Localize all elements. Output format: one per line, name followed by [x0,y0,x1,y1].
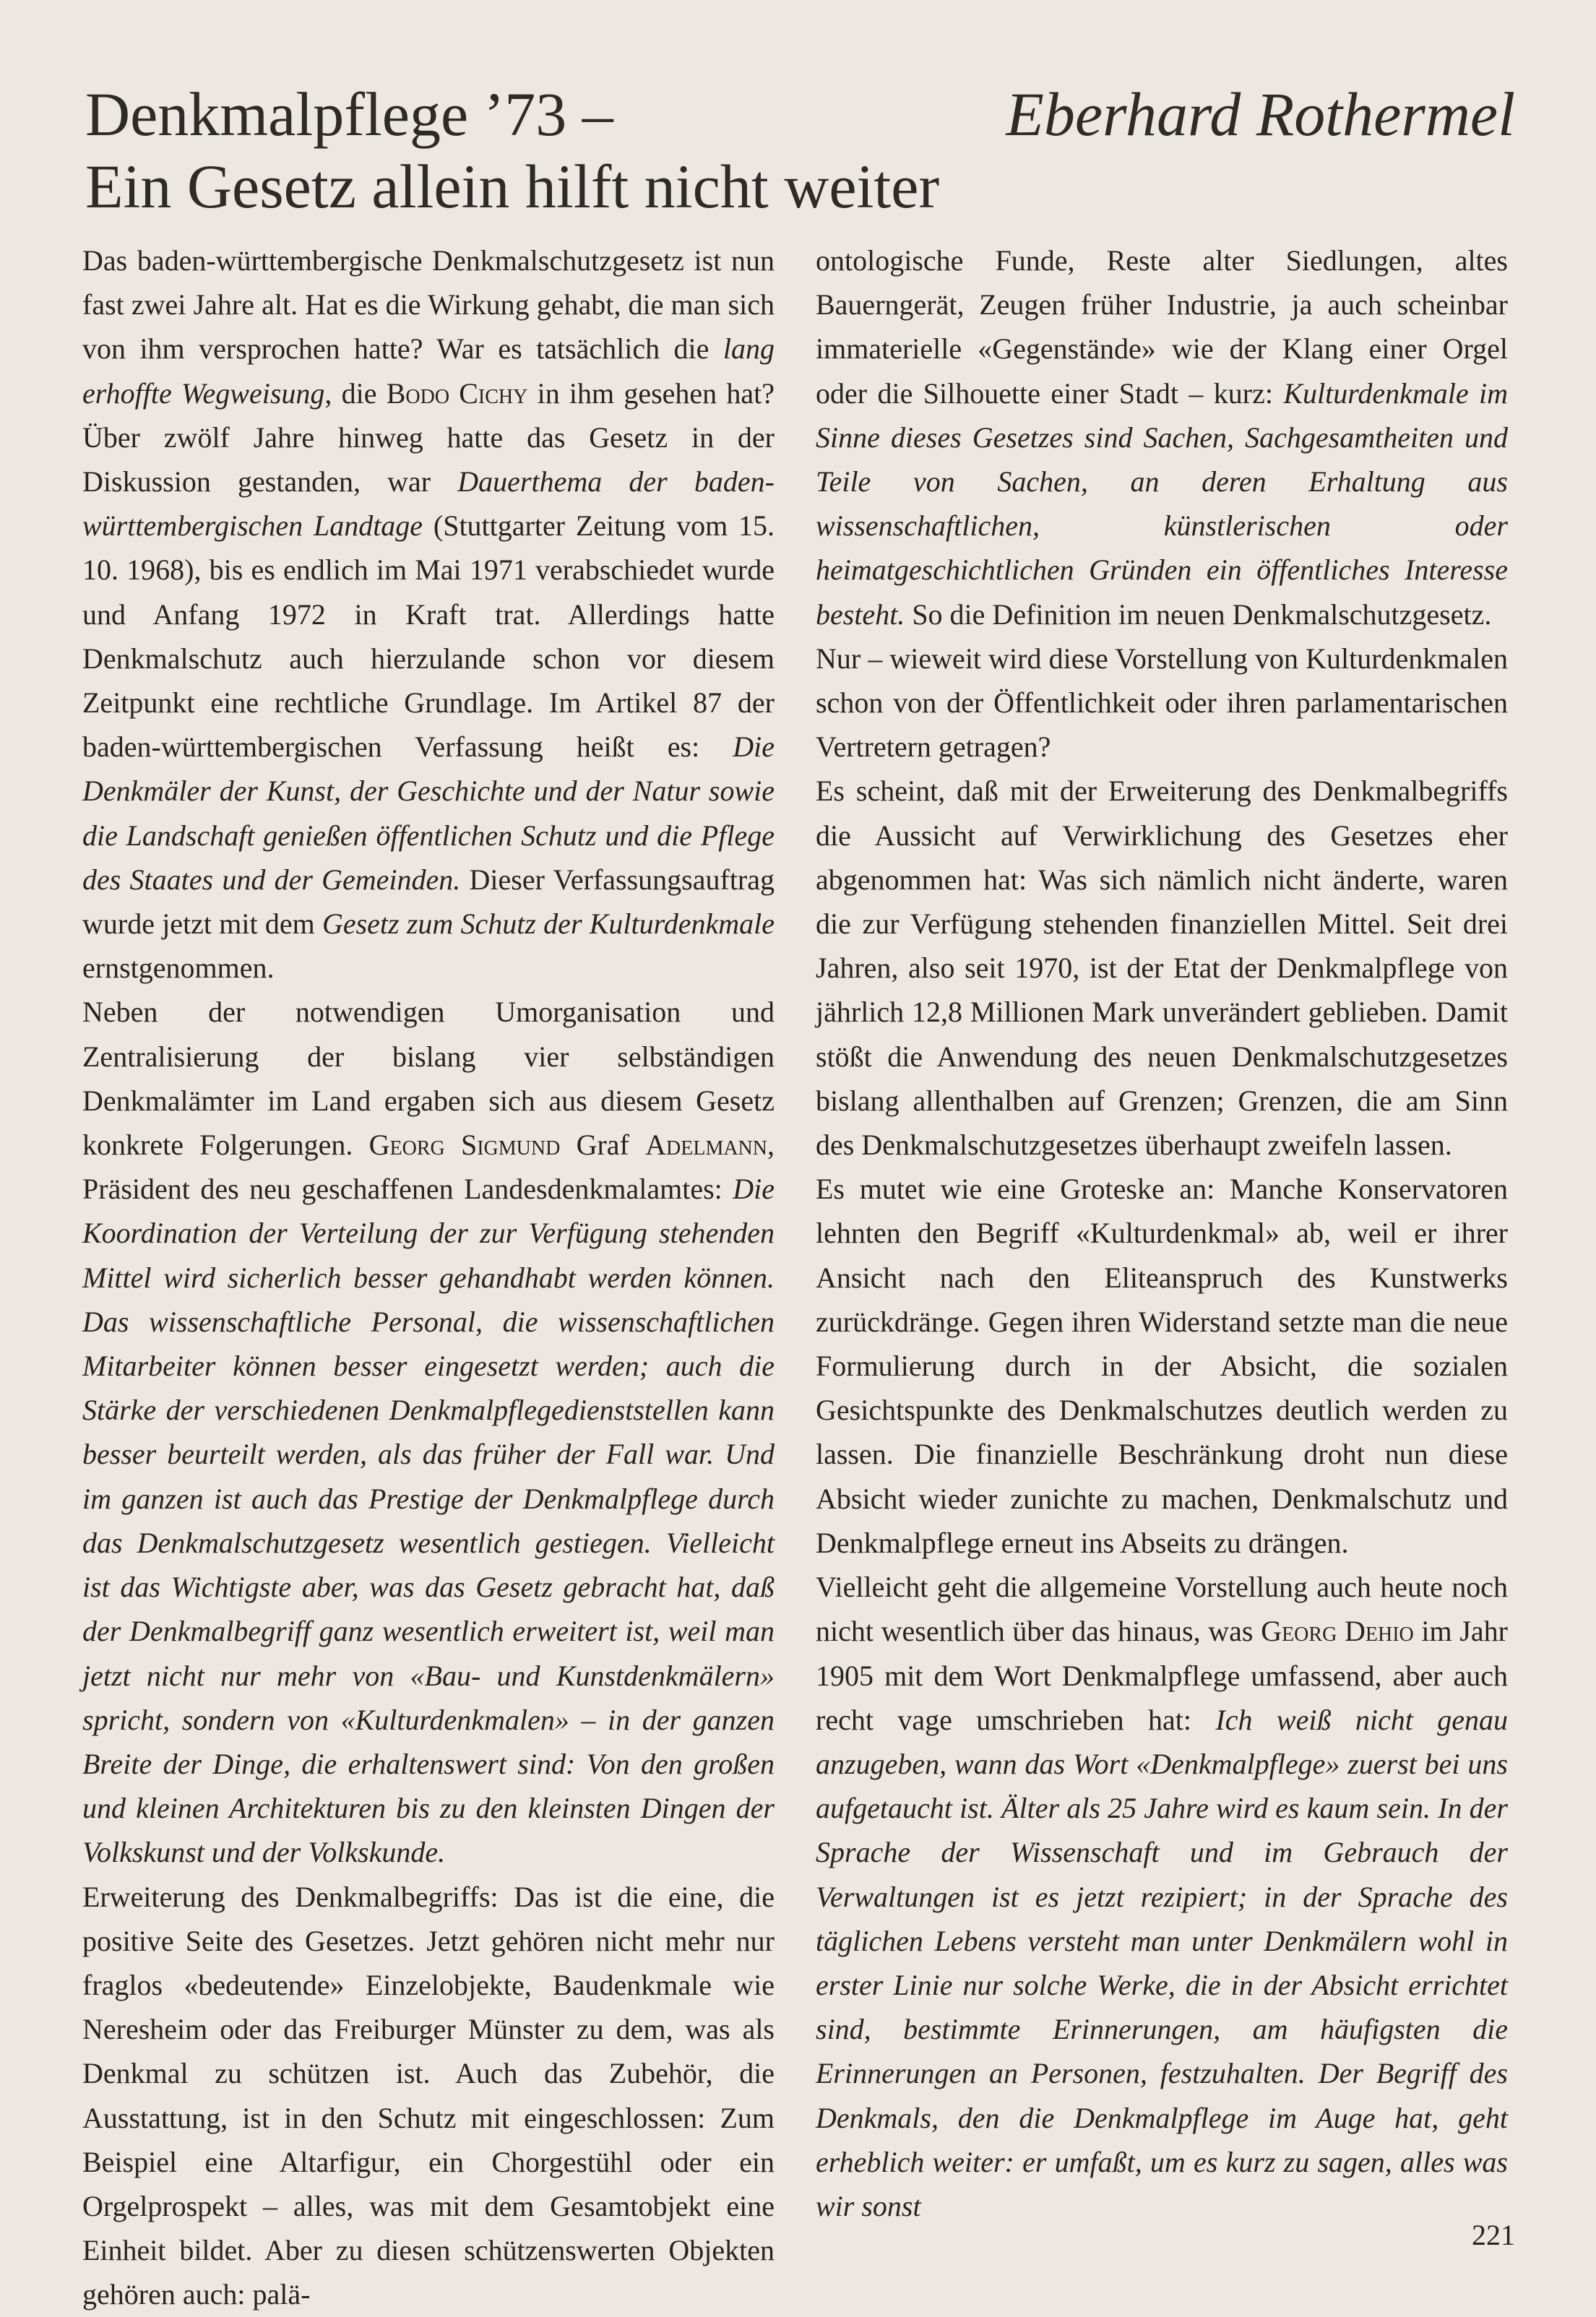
paragraph: Es scheint, daß mit der Erweiterung des Denkmalbegriffs die Aussicht auf Verwirklichung des Gesetzes eher abgenommen hat: Was sich nämlich nicht änderte, waren die zur Verfügung stehenden finanziellen Mittel. Seit drei Jahren, also seit 1970, ist der Etat der Denkmalpflege von jährlich 12,8 Millionen Mark unverändert geblieben. Damit stößt die Anwendung des neuen Denkmalschutzgesetzes bislang allenthalben auf Grenzen; Grenzen, die am Sinn des Denkmalschutzgesetzes überhaupt zweifeln lassen. [816,775,1508,1162]
paragraph: Vielleicht geht die allgemeine Vorstellung auch heute noch nicht wesentlich über das hinaus, was Georg Dehio im Jahr 1905 mit dem Wort Denkmalpflege umfassend, aber auch recht vage umschrieben hat: Ich weiß nicht genau anzugeben, wann das Wort «Denkmalpflege» zuerst bei uns aufgetaucht ist. Älter als 25 Jahre wird es kaum sein. In der Sprache der Wissenschaft und im Gebrauch der Verwaltungen ist es jetzt rezipiert; in der Sprache des täglichen Lebens versteht man unter Denkmälern wohl in erster Linie nur solche Werke, die in der Absicht errichtet sind, bestimmte Erinnerungen, am häufigsten die Erinnerungen an Personen, festzuhalten. Der Begriff des Denkmals, den die Denkmalpflege im Auge hat, geht erheblich weiter: er umfaßt, um es kurz zu sagen, alles was wir sonst [816,1571,1508,2222]
paragraph: Das baden-württembergische Denkmalschutzgesetz ist nun fast zwei Jahre alt. Hat es die Wirkung gehabt, die man sich von ihm versprochen hatte? War es tatsächlich die lang erhoffte Wegweisung, die Bodo Cichy in ihm gesehen hat? Über zwölf Jahre hinweg hatte das Gesetz in der Diskussion gestanden, war Dauerthema der baden-württembergischen Landtage (Stuttgarter Zeitung vom 15. 10. 1968), bis es endlich im Mai 1971 verabschiedet wurde und Anfang 1972 in Kraft trat. Allerdings hatte Denkmalschutz auch hierzulande schon vor diesem Zeitpunkt eine rechtliche Grundlage. Im Artikel 87 der baden-württembergischen Verfassung heißt es: Die Denkmäler der Kunst, der Geschichte und der Natur sowie die Landschaft genießen öffentlichen Schutz und die Pflege des Staates und der Gemeinden. Dieser Verfassungsauftrag wurde jetzt mit dem Gesetz zum Schutz der Kulturdenkmale ernstgenommen. [82,244,775,985]
paragraph: Erweiterung des Denkmalbegriffs: Das ist die eine, die positive Seite des Gesetzes. Jetzt gehören nicht mehr nur fraglos «bedeutende» Einzelobjekte, Baudenkmale wie Neresheim oder das Freiburger Münster zu dem, was als Denkmal zu schützen ist. Auch das Zubehör, die Ausstattung, ist in den Schutz mit eingeschlossen: Zum Beispiel eine Altarfigur, ein Chorgestühl oder ein Orgelprospekt – alles, was mit dem Gesamtobjekt eine Einheit bildet. Aber zu diesen schützenswerten Objekten gehören auch: palä- [82,1880,775,2311]
article-title [85,78,939,223]
quotation: Kulturdenkmale im Sinne dieses Gesetzes sind Sachen, Sachgesamtheiten und Teile von Sachen, an deren Erhaltung aus wissenschaftlichen, künstlerischen oder heimatgeschichtlichen Gründen ein öffentliches Interesse besteht. [816,376,1508,631]
quotation: Die Denkmäler der Kunst, der Geschichte und der Natur sowie die Landschaft genießen öffentlichen Schutz und die Pflege des Staates und der Gemeinden. [82,730,775,896]
paragraph: Neben der notwendigen Umorganisation und Zentralisierung der bislang vier selbständigen Denkmalämter im Land ergaben sich aus diesem Gesetz konkrete Folgerungen. Georg Sigmund Graf Adelmann, Präsident des neu geschaffenen Landesdenkmalamtes: Die Koordination der Verteilung der zur Verfügung stehenden Mittel wird sicherlich besser gehandhabt werden können. Das wissenschaftliche Personal, die wissenschaftlichen Mitarbeiter können besser eingesetzt werden; auch die Stärke der verschiedenen Denkmalpflegedienststellen kann besser beurteilt werden, als das früher der Fall war. Und im ganzen ist auch das Prestige der Denkmalpflege durch das Denkmalschutzgesetz wesentlich gestiegen. Vielleicht ist das Wichtigste aber, was das Gesetz gebracht hat, daß der Denkmalbegriff ganz wesentlich erweitert ist, weil man jetzt nicht nur mehr von «Bau- und Kunstdenkmälern» spricht, sondern von «Kulturdenkmalen» – in der ganzen Breite der Dinge, die erhaltenswert sind: Von den großen und kleinen Architekturen bis zu den kleinsten Dingen der Volkskunst und der Volkskunde. [82,996,775,1869]
person-name: Bodo Cichy [386,376,528,410]
title-line-1: Denkmalpflege ’73 – [85,79,613,149]
person-name: Adelmann [645,1129,767,1162]
author-name: Eberhard Rothermel [1006,79,1515,149]
person-name: Georg Dehio [1261,1615,1414,1648]
paragraph: Nur – wieweit wird diese Vorstellung von Kulturdenkmalen schon von der Öffentlichkeit oder ihren parlamentarischen Vertretern getragen? [816,642,1508,764]
left-column [82,238,775,2317]
paragraph: Es mutet wie eine Groteske an: Manche Konservatoren lehnten den Begriff «Kulturdenkmal» ab, weil er ihrer Ansicht nach den Eliteanspruch des Kunstwerks zurückdränge. Gegen ihren Widerstand setzte man die neue Formulierung durch in der Absicht, die sozialen Gesichtspunkte des Denkmalschutzes deutlich werden zu lassen. Die finanzielle Beschränkung droht nun diese Absicht wieder zunichte zu machen, Denkmalschutz und Denkmalpflege erneut ins Abseits zu drängen. [816,1173,1508,1559]
quotation: Die Koordination der Verteilung der zur Verfügung stehenden Mittel wird sicherlich besser gehandhabt werden können. Das wissenschaftliche Personal, die wissenschaftlichen Mitarbeiter können besser eingesetzt werden; auch die Stärke der verschiedenen Denkmalpflegedienststellen kann besser beurteilt werden, als das früher der Fall war. Und im ganzen ist auch das Prestige der Denkmalpflege durch das Denkmalschutzgesetz wesentlich gestiegen. Vielleicht ist das Wichtigste aber, was das Gesetz gebracht hat, daß der Denkmalbegriff ganz wesentlich erweitert ist, weil man jetzt nicht nur mehr von «Bau- und Kunstdenkmälern» spricht, sondern von «Kulturdenkmalen» – in der ganzen Breite der Dinge, die erhaltenswert sind: Von den großen und kleinen Architekturen bis zu den kleinsten Dingen der Volkskunst und der Volkskunde. [82,1173,775,1869]
paragraph: ontologische Funde, Reste alter Siedlungen, altes Bauerngerät, Zeugen früher Industrie, ja auch scheinbar immaterielle «Gegenstände» wie der Klang einer Orgel oder die Silhouette einer Stadt – kurz: Kulturdenkmale im Sinne dieses Gesetzes sind Sachen, Sachgesamtheiten und Teile von Sachen, an deren Erhaltung aus wissenschaftlichen, künstlerischen oder heimatgeschichtlichen Gründen ein öffentliches Interesse besteht. So die Definition im neuen Denkmalschutzgesetz. [816,244,1508,631]
quotation: Ich weiß nicht genau anzugeben, wann das Wort «Denkmalpflege» zuerst bei uns aufgetaucht ist. Älter als 25 Jahre wird es kaum sein. In der Sprache der Wissenschaft und im Gebrauch der Verwaltungen ist es jetzt rezipiert; in der Sprache des täglichen Lebens versteht man unter Denkmälern wohl in erster Linie nur solche Werke, die in der Absicht errichtet sind, bestimmte Erinnerungen, am häufigsten die Erinnerungen an Personen, festzuhalten. Der Begriff des Denkmals, den die Denkmalpflege im Auge hat, geht erheblich weiter: er umfaßt, um es kurz zu sagen, alles was wir sonst [816,1703,1508,2222]
right-column [816,238,1508,2228]
page-number: 221 [1472,2219,1515,2251]
title-line-2: Ein Gesetz allein hilft nicht weiter [85,152,940,221]
person-name: Georg Sigmund [368,1129,561,1162]
